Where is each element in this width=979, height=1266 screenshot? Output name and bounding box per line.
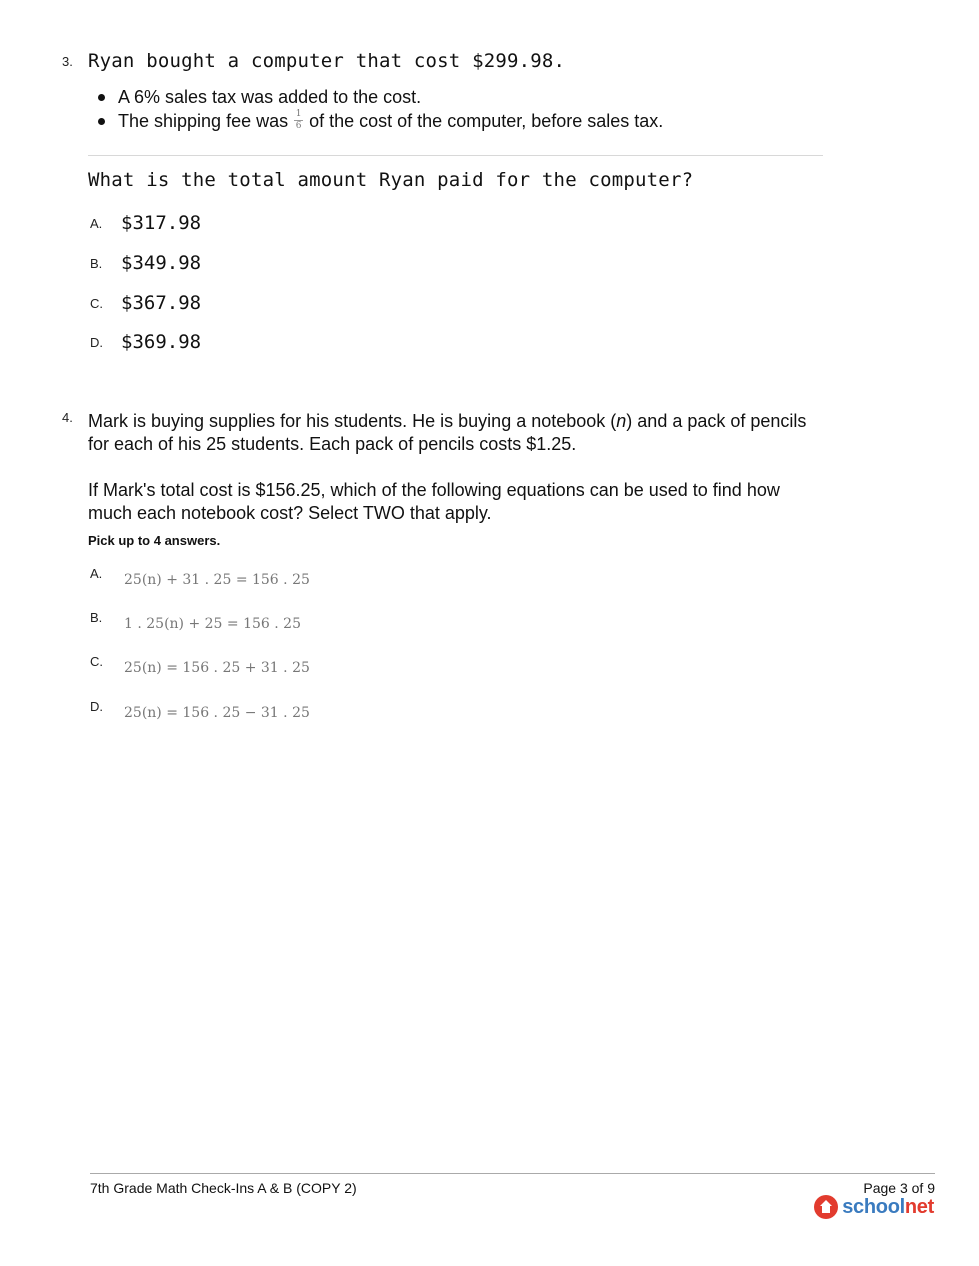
fraction-one-sixth: $\frac{1}{6}$ (295, 108, 302, 131)
house-icon (814, 1195, 838, 1219)
question-3-stem: Ryan bought a computer that cost $299.98. (88, 50, 566, 72)
question-4-number: 4. (62, 410, 73, 425)
question-3-number: 3. (62, 54, 73, 69)
question-4-paragraph-2: If Mark's total cost is $156.25, which of the following equations can be used to find how much each notebook cost? Select TWO that apply. (88, 480, 780, 523)
bullet-shipping-fee: The shipping fee was $\frac{1}{6}$ of the cost of the computer, before sales tax. (88, 110, 663, 134)
answer-instruction: Pick up to 4 answers. (88, 533, 221, 548)
schoolnet-logo: schoolnet (814, 1195, 934, 1219)
divider (88, 155, 823, 156)
question-3-bullets (88, 86, 663, 134)
footer-divider (90, 1173, 935, 1174)
question-4-paragraph-1: Mark is buying supplies for his students. He is buying a notebook (n) and a pack of pencils for each of his 25 students. Each pack of pencils costs $1.25. (88, 411, 807, 454)
page-number: Page 3 of 9 (863, 1180, 935, 1196)
footer-title: 7th Grade Math Check-Ins A & B (COPY 2) (90, 1180, 357, 1196)
bullet-sales-tax: A 6% sales tax was added to the cost. (88, 86, 663, 110)
question-3-prompt: What is the total amount Ryan paid for the computer? (88, 169, 694, 191)
